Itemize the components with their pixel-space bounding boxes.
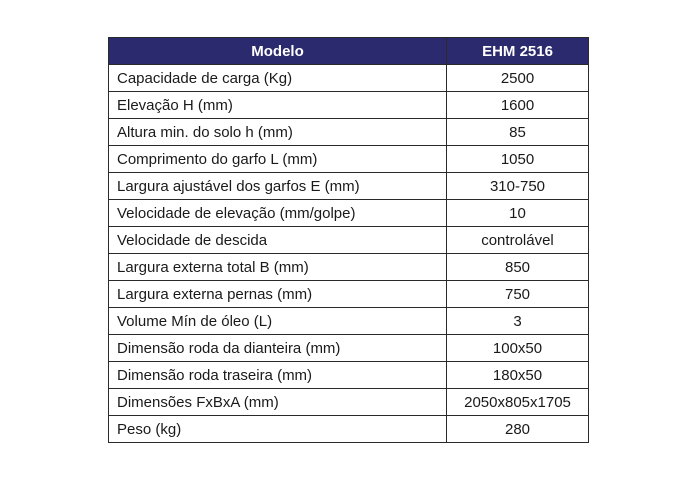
header-label: Modelo bbox=[109, 38, 447, 65]
row-label: Dimensão roda traseira (mm) bbox=[109, 362, 447, 389]
table-row bbox=[109, 362, 589, 389]
table-row bbox=[109, 416, 589, 443]
row-value: 85 bbox=[447, 119, 589, 146]
table-row bbox=[109, 65, 589, 92]
row-value: 750 bbox=[447, 281, 589, 308]
table-row bbox=[109, 254, 589, 281]
row-value: 850 bbox=[447, 254, 589, 281]
header-row bbox=[109, 38, 589, 65]
row-label: Largura ajustável dos garfos E (mm) bbox=[109, 173, 447, 200]
row-value: 100x50 bbox=[447, 335, 589, 362]
row-value: 280 bbox=[447, 416, 589, 443]
row-value: 180x50 bbox=[447, 362, 589, 389]
row-label: Capacidade de carga (Kg) bbox=[109, 65, 447, 92]
row-value: 2050x805x1705 bbox=[447, 389, 589, 416]
table-row bbox=[109, 146, 589, 173]
row-label: Largura externa total B (mm) bbox=[109, 254, 447, 281]
row-value: 1050 bbox=[447, 146, 589, 173]
row-label: Velocidade de descida bbox=[109, 227, 447, 254]
row-label: Dimensão roda da dianteira (mm) bbox=[109, 335, 447, 362]
table-row bbox=[109, 119, 589, 146]
row-label: Comprimento do garfo L (mm) bbox=[109, 146, 447, 173]
spec-table bbox=[108, 37, 589, 443]
table-row bbox=[109, 173, 589, 200]
table-row bbox=[109, 227, 589, 254]
row-label: Largura externa pernas (mm) bbox=[109, 281, 447, 308]
table-row bbox=[109, 92, 589, 119]
table-row bbox=[109, 308, 589, 335]
header-model: EHM 2516 bbox=[447, 38, 589, 65]
row-value: controlável bbox=[447, 227, 589, 254]
table-row bbox=[109, 389, 589, 416]
table-row bbox=[109, 281, 589, 308]
row-label: Peso (kg) bbox=[109, 416, 447, 443]
table-row bbox=[109, 335, 589, 362]
row-value: 3 bbox=[447, 308, 589, 335]
row-value: 2500 bbox=[447, 65, 589, 92]
row-label: Velocidade de elevação (mm/golpe) bbox=[109, 200, 447, 227]
row-label: Altura min. do solo h (mm) bbox=[109, 119, 447, 146]
row-value: 310-750 bbox=[447, 173, 589, 200]
row-value: 10 bbox=[447, 200, 589, 227]
table-row bbox=[109, 200, 589, 227]
row-label: Elevação H (mm) bbox=[109, 92, 447, 119]
row-label: Volume Mín de óleo (L) bbox=[109, 308, 447, 335]
row-label: Dimensões FxBxA (mm) bbox=[109, 389, 447, 416]
row-value: 1600 bbox=[447, 92, 589, 119]
